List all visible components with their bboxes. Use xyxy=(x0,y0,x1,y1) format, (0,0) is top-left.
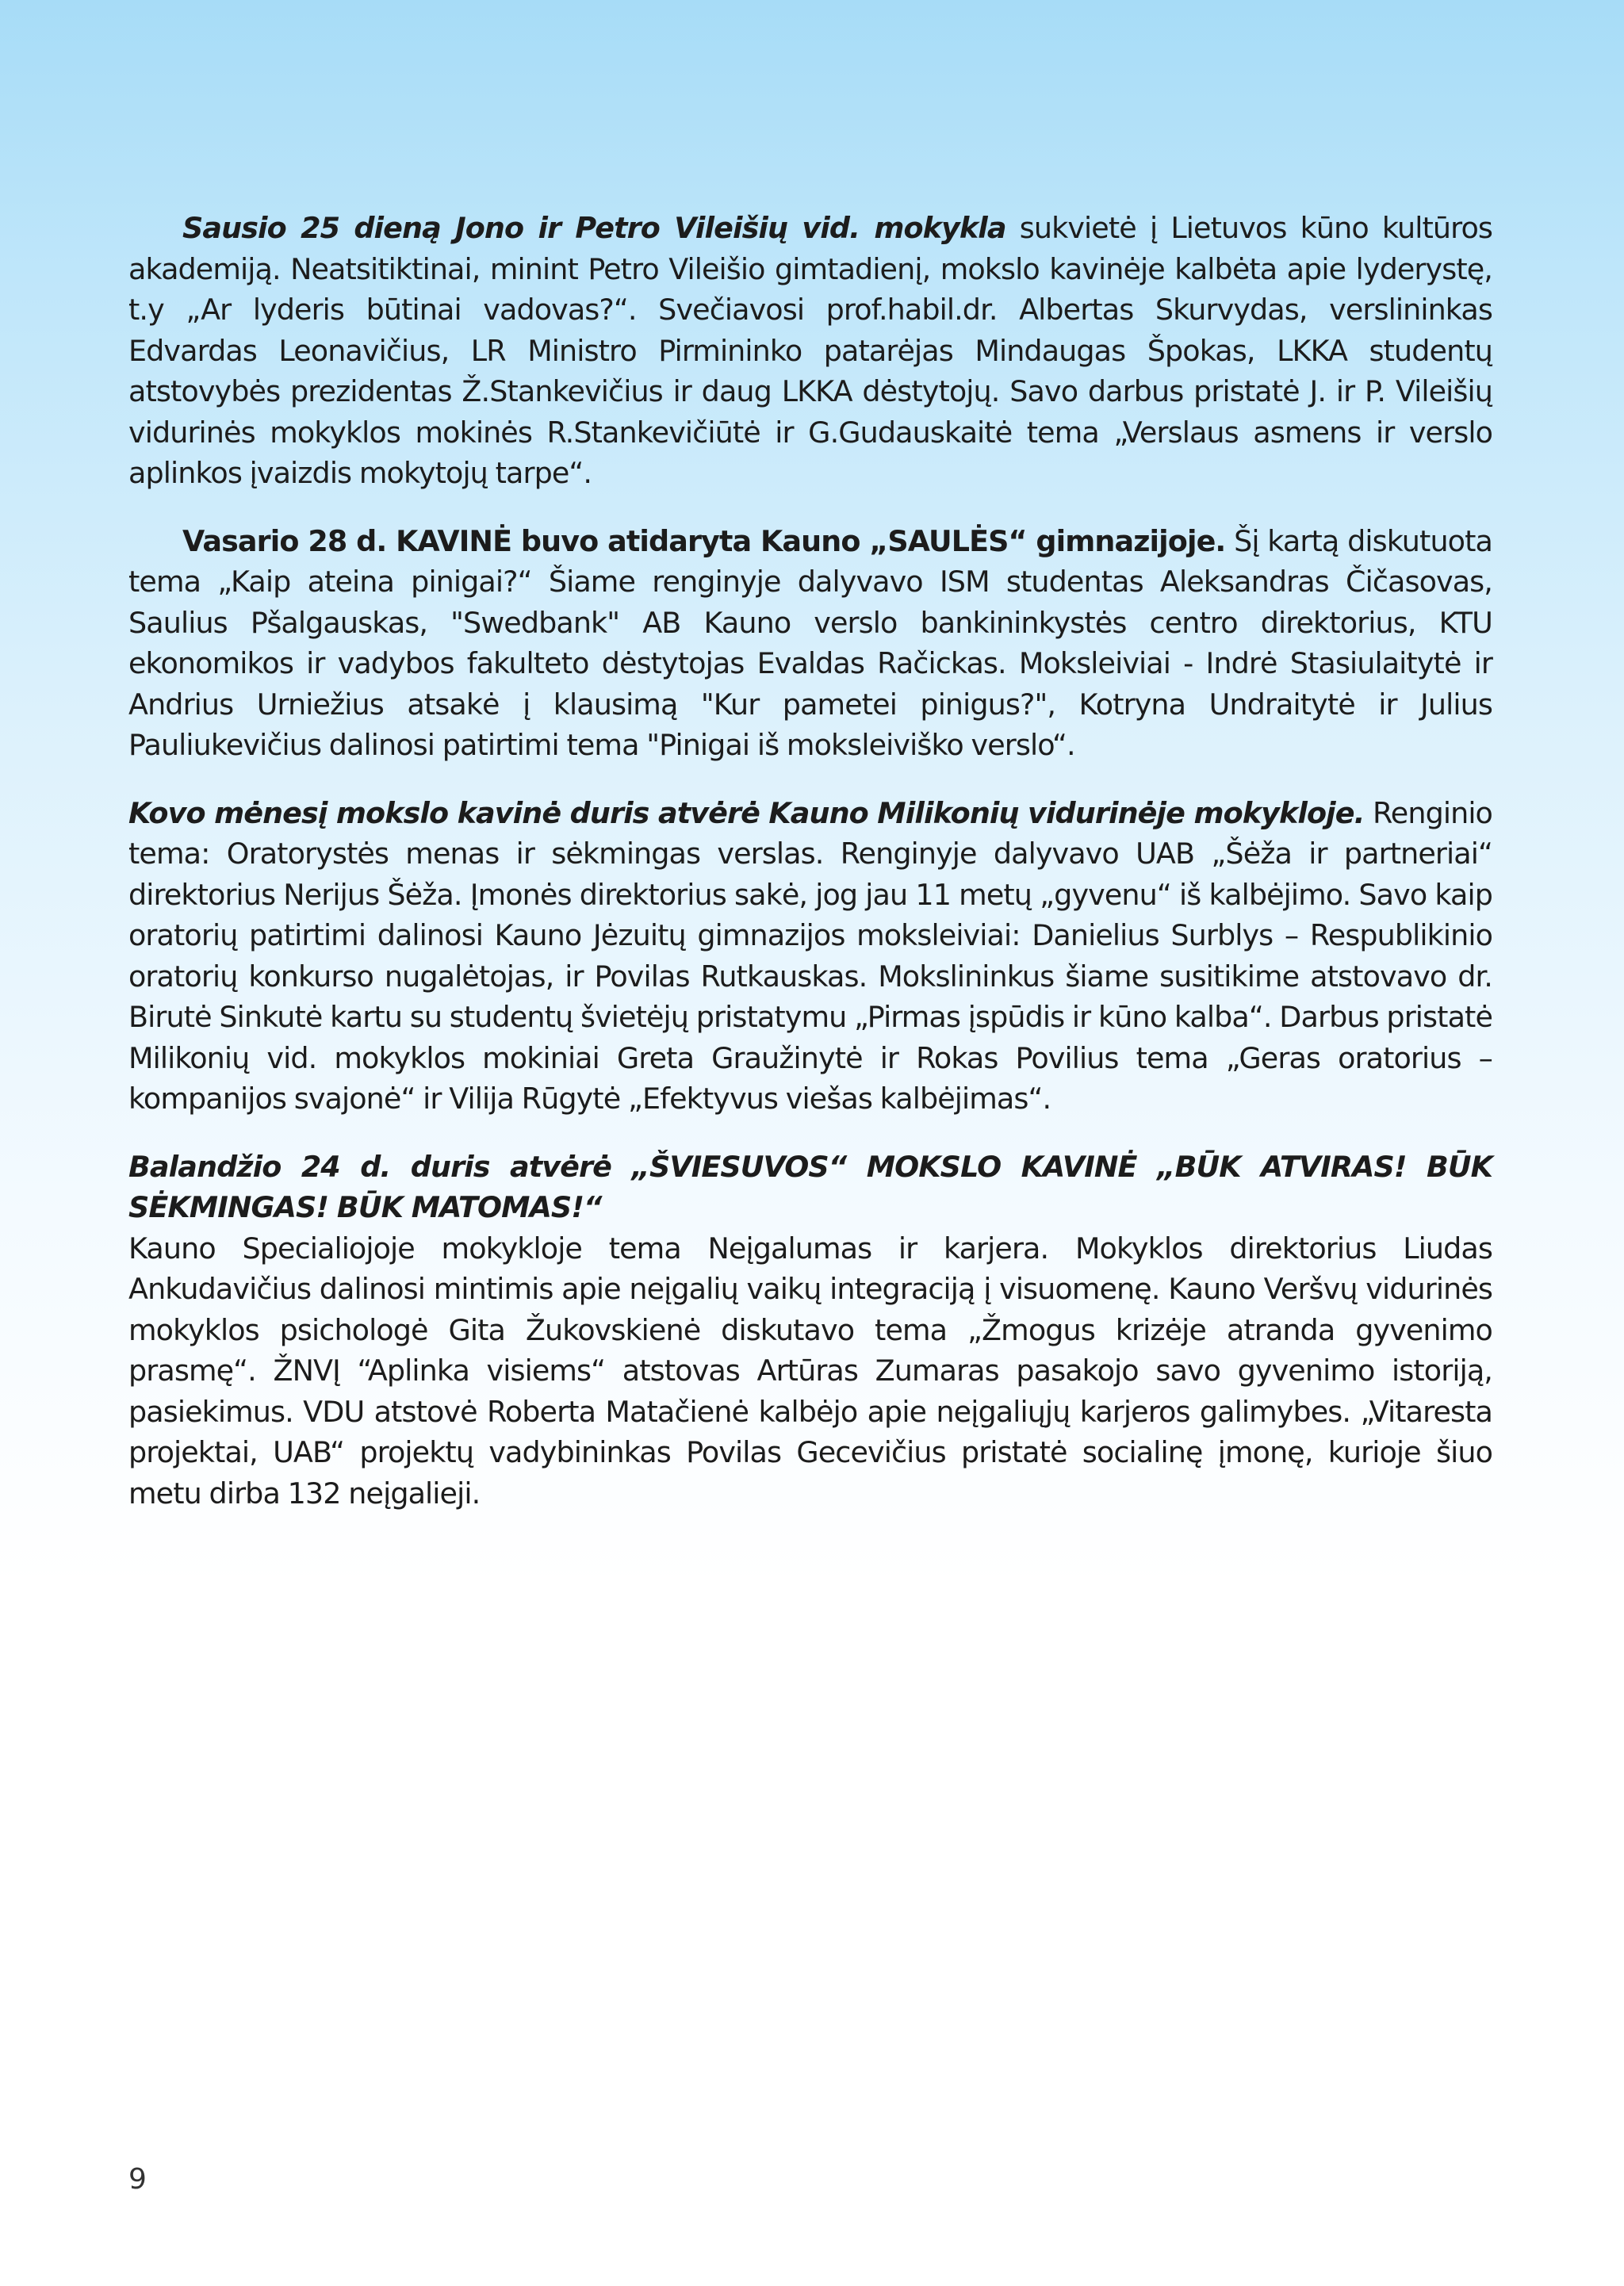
paragraph-sausio-lead: Sausio 25 dieną Jono ir Petro Vileišių vid. mokykla xyxy=(182,211,1006,245)
paragraph-kovo xyxy=(128,793,1492,1120)
paragraph-vasario-lead: Vasario 28 d. KAVINĖ buvo atidaryta Kauno „SAULĖS“ gimnazijoje. xyxy=(182,523,1226,558)
paragraph-kovo-body: Renginio tema: Oratorystės menas ir sėkmingas verslas. Renginyje dalyvavo UAB „Šėža ir partneriai“ direktorius Nerijus Šėža. Įmonės direktorius sakė, jog jau 11 metų „gyvenu“ iš kalbėjimo. Savo kaip oratorių patirtimi dalinosi Kauno Jėzuitų gimnazijos moksleiviai: Danielius Surblys – Respublikinio oratorių konkurso nugalėtojas, ir Povilas Rutkauskas. Mokslininkus šiame susitikime atstovavo dr. Birutė Sinkutė kartu su studentų švietėjų pristatymu „Pirmas įspūdis ir kūno kalba“. Darbus pristatė Milikonių vid. mokyklos mokiniai Greta Graužinytė ir Rokas Povilius tema „Geras oratorius – kompanijos svajonė“ ir Vilija Rūgytė „Efektyvus viešas kalbėjimas“. xyxy=(128,795,1492,1116)
paragraph-sausio xyxy=(128,208,1492,494)
paragraph-balandzio-body: Kauno Specialiojoje mokykloje tema Neįgalumas ir karjera. Mokyklos direktorius Liudas Ankudavičius dalinosi mintimis apie neįgalių vaikų integraciją į visuomenę. Kauno Veršvų vidurinės mokyklos psichologė Gita Žukovskienė diskutavo tema „Žmogus krizėje atranda gyvenimo prasmę“. ŽNVĮ “Aplinka visiems“ atstovas Artūras Zumaras pasakojo savo gyvenimo istoriją, pasiekimus. VDU atstovė Roberta Matačienė kalbėjo apie neįgaliųjų karjeros galimybes. „Vitaresta projektai, UAB“ projektų vadybininkas Povilas Gecevičius pristatė socialinę įmonę, kurioje šiuo metu dirba 132 neįgalieji. xyxy=(128,1231,1492,1511)
paragraph-balandzio-heading: Balandžio 24 d. duris atvėrė „ŠVIESUVOS“ MOKSLO KAVINĖ „BŪK ATVIRAS! BŪK SĖKMINGAS! BŪK MATOMAS!“ xyxy=(128,1149,1492,1224)
page-content xyxy=(128,208,1492,1514)
paragraph-sausio-body: sukvietė į Lietuvos kūno kultūros akademiją. Neatsitiktinai, minint Petro Vileišio gimtadienį, mokslo kavinėje kalbėta apie lyderystę, t.y „Ar lyderis būtinai vadovas?“. Svečiavosi prof.habil.dr. Albertas Skurvydas, verslininkas Edvardas Leonavičius, LR Ministro Pirmininko patarėjas Mindaugas Špokas, LKKA studentų atstovybės prezidentas Ž.Stankevičius ir daug LKKA dėstytojų. Savo darbus pristatė J. ir P. Vileišių vidurinės mokyklos mokinės R.Stankevičiūtė ir G.Gudauskaitė tema „Verslaus asmens ir verslo aplinkos įvaizdis mokytojų tarpe“. xyxy=(128,211,1492,490)
paragraph-kovo-lead: Kovo mėnesį mokslo kavinė duris atvėrė Kauno Milikonių vidurinėje mokykloje. xyxy=(128,795,1365,830)
page-number: 9 xyxy=(128,2163,147,2196)
paragraph-vasario-body: Šį kartą diskutuota tema „Kaip ateina pinigai?“ Šiame renginyje dalyvavo ISM studentas Aleksandras Čičasovas, Saulius Pšalgauskas, "Swedbank" AB Kauno verslo bankininkystės centro direktorius, KTU ekonomikos ir vadybos fakulteto dėstytojas Evaldas Račickas. Moksleiviai - Indrė Stasiulaitytė ir Andrius Urniežius atsakė į klausimą "Kur pametei pinigus?", Kotryna Undraitytė ir Julius Pauliukevičius dalinosi patirtimi tema "Pinigai iš moksleiviško verslo“. xyxy=(128,523,1492,762)
paragraph-balandzio xyxy=(128,1147,1492,1514)
paragraph-vasario xyxy=(128,521,1492,766)
